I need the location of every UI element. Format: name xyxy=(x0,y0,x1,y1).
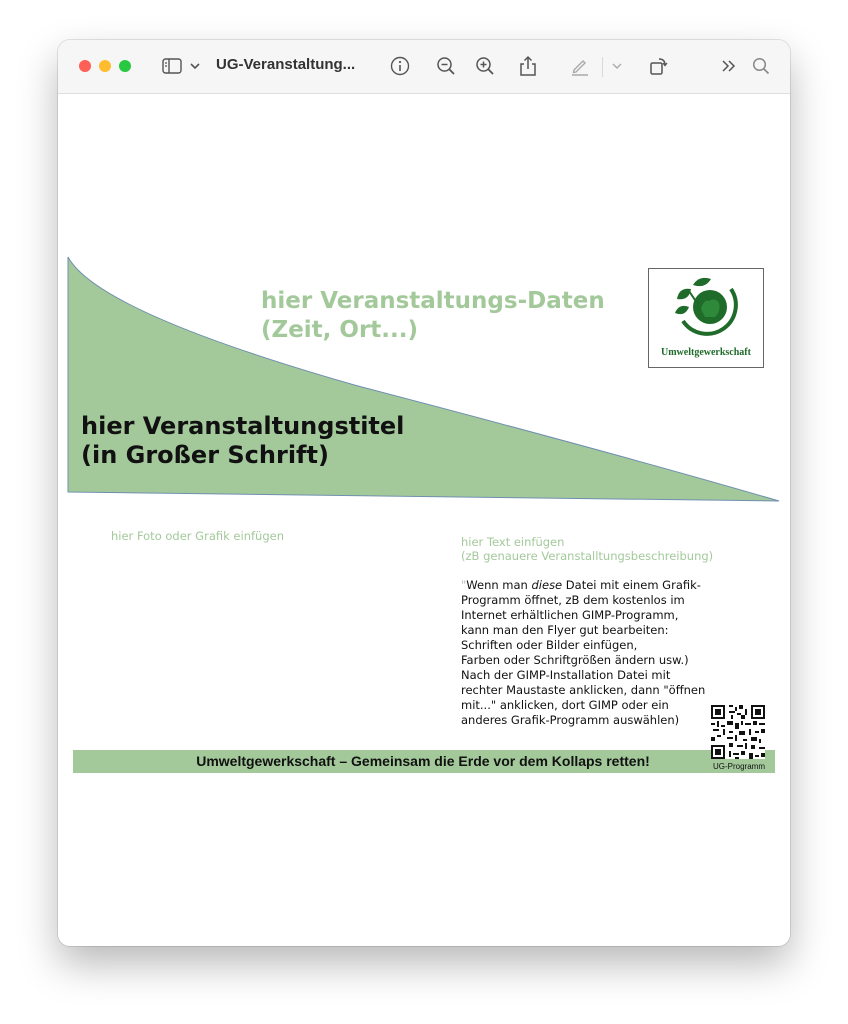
description-line: "Wenn man diese Datei mit einem Grafik- xyxy=(461,578,701,592)
qr-code xyxy=(711,705,765,759)
flyer-shape xyxy=(58,94,790,946)
rotate-button[interactable] xyxy=(647,53,671,79)
overflow-button[interactable] xyxy=(718,53,740,79)
description-line: kann man den Flyer gut bearbeiten: xyxy=(461,623,669,637)
text-placeholder-hint xyxy=(461,535,713,563)
info-button[interactable] xyxy=(388,53,412,79)
quote-mark: " xyxy=(461,578,467,592)
sidebar-toggle-button[interactable] xyxy=(160,53,184,79)
chevron-down-icon xyxy=(190,62,200,70)
description-line: Farben oder Schriftgrößen ändern usw.) xyxy=(461,653,689,667)
preview-window xyxy=(58,40,790,946)
description-line: mit..." anklicken, dort GIMP oder ein xyxy=(461,698,669,712)
chevron-down-icon xyxy=(612,62,622,70)
overflow-icon xyxy=(721,59,737,73)
fist-leaf-icon xyxy=(649,269,763,349)
toolbar-divider xyxy=(602,57,603,77)
titlebar xyxy=(58,40,790,94)
zoom-out-button[interactable] xyxy=(434,53,458,79)
zoom-out-icon xyxy=(436,56,456,76)
window-title: UG-Veranstaltung... xyxy=(216,56,356,73)
zoom-in-icon xyxy=(475,56,495,76)
logo xyxy=(648,268,764,368)
description-line: Nach der GIMP-Installation Datei mit xyxy=(461,668,671,682)
markup-button[interactable] xyxy=(568,53,592,79)
description-line: anderes Grafik-Programm auswählen) xyxy=(461,713,680,727)
zoom-button[interactable] xyxy=(119,60,131,72)
search-button[interactable] xyxy=(750,53,772,79)
event-data-line: hier Veranstaltungs-Daten xyxy=(261,288,605,314)
flyer-description xyxy=(461,578,723,728)
close-button[interactable] xyxy=(79,60,91,72)
text-hint-line: (zB genauere Veranstalltungsbeschreibung) xyxy=(461,549,714,563)
event-data-placeholder xyxy=(261,287,605,345)
event-title-line: (in Großer Schrift) xyxy=(81,441,329,469)
event-title-line: hier Veranstaltungstitel xyxy=(81,412,405,440)
search-icon xyxy=(752,57,770,75)
document-page xyxy=(58,94,790,946)
description-line: Schriften oder Bilder einfügen, xyxy=(461,638,638,652)
share-button[interactable] xyxy=(516,53,540,79)
zoom-in-button[interactable] xyxy=(473,53,497,79)
sidebar-menu-button[interactable] xyxy=(188,53,202,79)
info-icon xyxy=(390,56,410,76)
share-icon xyxy=(519,55,537,77)
logo-text: Umweltgewerkschaft xyxy=(661,347,751,358)
footer-slogan: Umweltgewerkschaft – Gemeinsam die Erde vor dem Kollaps retten! xyxy=(196,753,650,769)
rotate-icon xyxy=(649,56,669,76)
photo-placeholder-hint: hier Foto oder Grafik einfügen xyxy=(111,529,284,543)
text-hint-line: hier Text einfügen xyxy=(461,535,565,549)
minimize-button[interactable] xyxy=(99,60,111,72)
event-title-placeholder xyxy=(81,412,404,470)
markup-icon xyxy=(570,56,590,76)
description-line: Internet erhältlichen GIMP-Programm, xyxy=(461,608,679,622)
event-data-line: (Zeit, Ort...) xyxy=(261,317,419,343)
markup-menu-button[interactable] xyxy=(610,53,624,79)
sidebar-icon xyxy=(162,58,182,74)
footer-banner xyxy=(73,750,775,773)
description-line: Programm öffnet, zB dem kostenlos im xyxy=(461,593,685,607)
description-line: rechter Maustaste anklicken, dann "öffnen xyxy=(461,683,706,697)
qr-code-label: UG-Programm xyxy=(712,762,765,771)
